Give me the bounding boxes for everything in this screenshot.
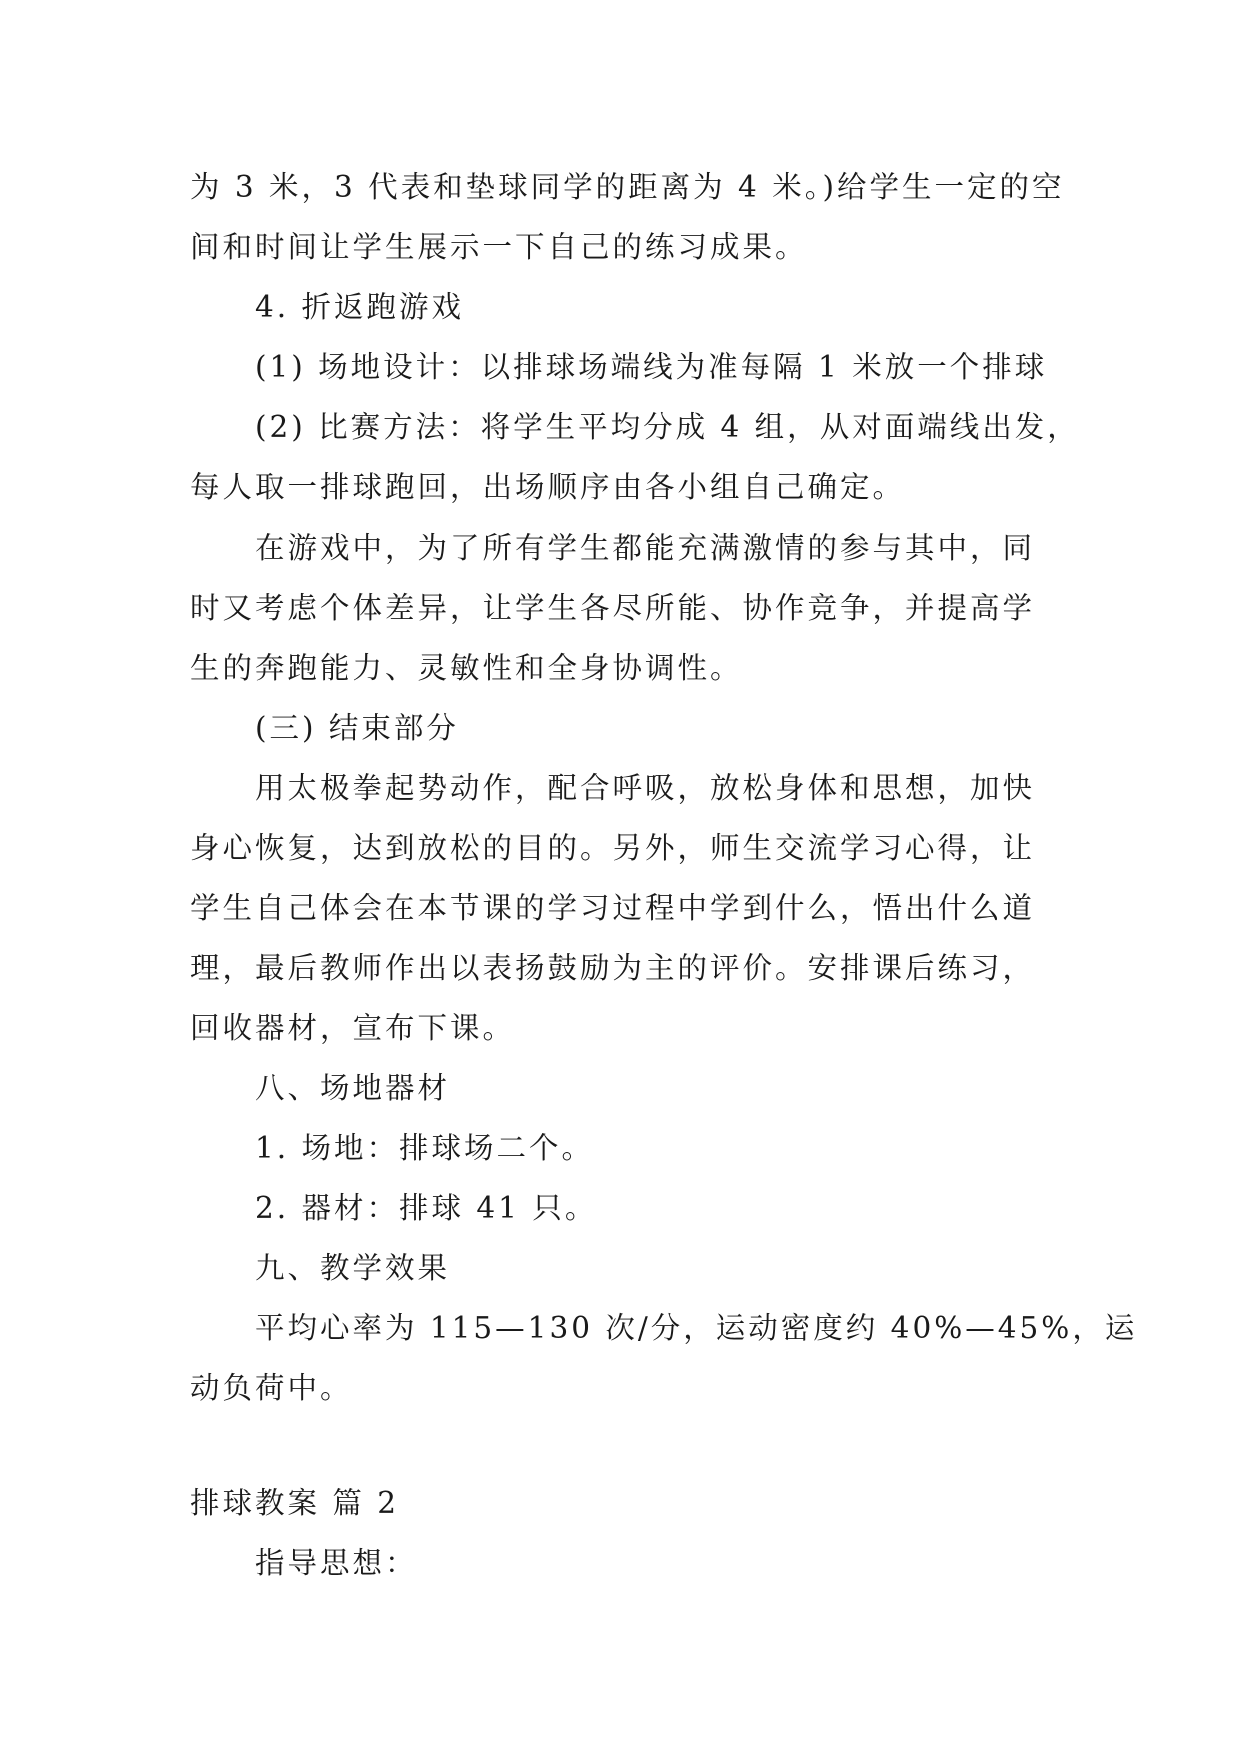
section-heading-shuttle-run: 4. 折返跑游戏 [255, 290, 465, 324]
paragraph-line-6: 每人取一排球跑回，出场顺序由各小组自己确定。 [190, 470, 906, 504]
paragraph-line-13: 学生自己体会在本节课的学习过程中学到什么，悟出什么道 [190, 891, 1036, 925]
paragraph-line-15: 回收器材，宣布下课。 [190, 1011, 516, 1045]
paragraph-line-14: 理，最后教师作出以表扬鼓励为主的评价。安排课后练习， [190, 951, 1036, 985]
paragraph-line-5: (2) 比赛方法：将学生平均分成 4 组，从对面端线出发， [255, 410, 1080, 444]
paragraph-line-1: 为 3 米，3 代表和垫球同学的距离为 4 米。)给学生一定的空 [190, 170, 1065, 204]
section-heading-equipment: 八、场地器材 [255, 1071, 451, 1105]
paragraph-line-17: 1. 场地：排球场二个。 [255, 1131, 595, 1165]
section-heading-effect: 九、教学效果 [255, 1251, 451, 1285]
section-heading-ending: (三) 结束部分 [255, 711, 459, 745]
paragraph-line-12: 身心恢复，达到放松的目的。另外，师生交流学习心得，让 [190, 831, 1036, 865]
paragraph-line-2: 间和时间让学生展示一下自己的练习成果。 [190, 230, 808, 264]
section-heading-guiding-thought: 指导思想： [255, 1546, 418, 1580]
lesson-plan-title: 排球教案 篇 2 [190, 1486, 400, 1520]
paragraph-line-18: 2. 器材：排球 41 只。 [255, 1191, 598, 1225]
paragraph-line-20: 平均心率为 115—130 次/分，运动密度约 40%—45%，运 [255, 1311, 1138, 1345]
paragraph-line-11: 用太极拳起势动作，配合呼吸，放松身体和思想，加快 [255, 771, 1036, 805]
paragraph-line-8: 时又考虑个体差异，让学生各尽所能、协作竞争，并提高学 [190, 591, 1036, 625]
paragraph-line-7: 在游戏中，为了所有学生都能充满激情的参与其中，同 [255, 531, 1036, 565]
paragraph-line-21: 动负荷中。 [190, 1371, 353, 1405]
paragraph-line-4: (1) 场地设计：以排球场端线为准每隔 1 米放一个排球 [255, 350, 1048, 384]
paragraph-line-9: 生的奔跑能力、灵敏性和全身协调性。 [190, 651, 743, 685]
